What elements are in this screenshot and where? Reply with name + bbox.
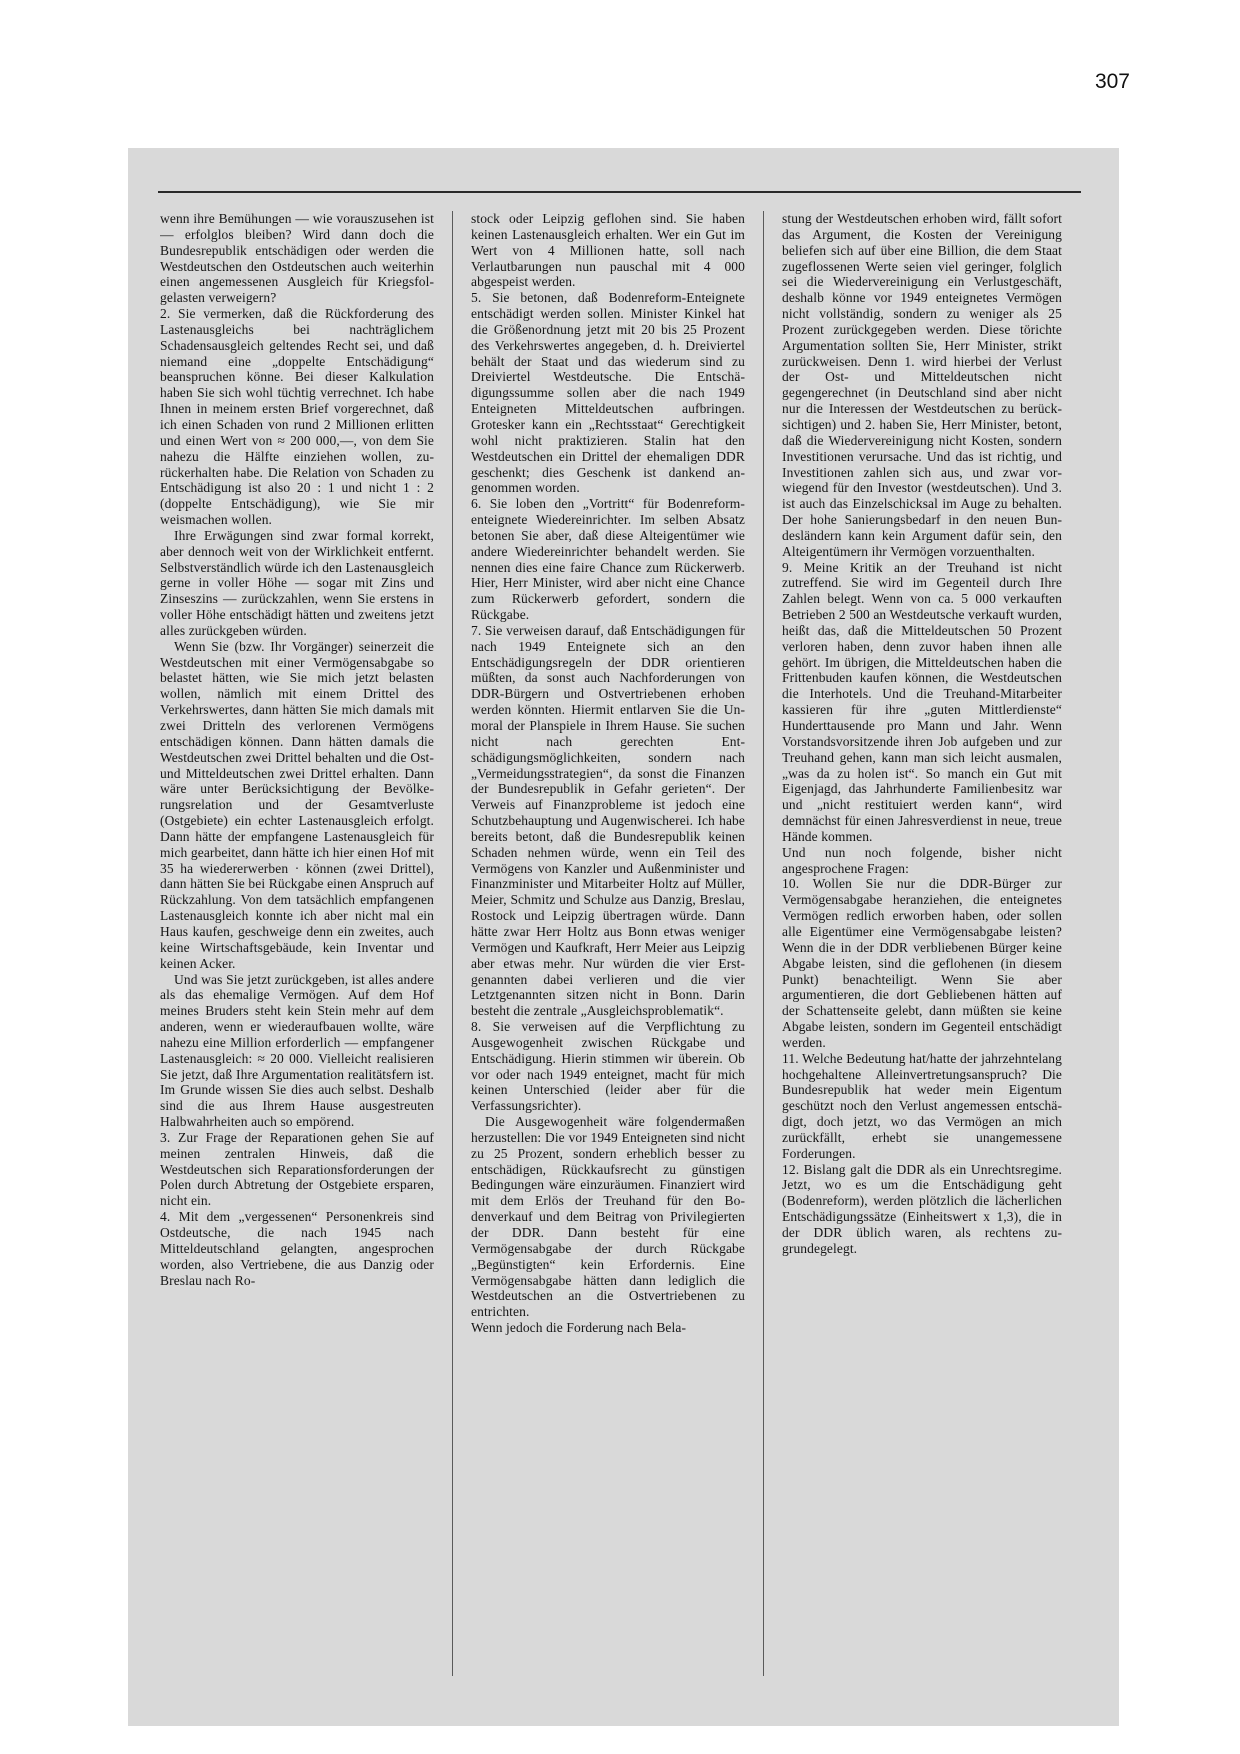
paragraph: Die Ausgewogenheit wäre folgendermaßen herzustellen: Die vor 1949 Enteigneten sind nicht zu 25 Prozent, sondern erheblich besser zu entschädigen, Rückkaufsrecht zu günstigen Bedingungen wäre einzuräumen. Finanziert wird mit dem Erlös der Treuhand für den Bodenverkauf und dem Beitrag von Privilegierten der DDR. Dann besteht für eine Vermögensabgabe der durch Rückgabe „Begünstigten“ kein Erfordernis. Eine Vermögensabgabe hätten dann lediglich die Westdeutschen an die Ostvertriebenen zu entrichten. (471, 1114, 745, 1320)
paragraph: 2. Sie vermerken, daß die Rückforderung des Lastenausgleichs bei nachträglichem Schadensausgleich geltendes Recht sei, und daß niemand eine „doppelte Entschädigung“ beanspruchen könne. Bei dieser Kalkulation haben Sie sich wohl tüchtig verrechnet. Ich habe Ihnen in meinem ersten Brief vorgerechnet, daß ich einen Schaden von rund 2 Millionen erlitten und einen Wert von ≈ 200 000,—, von dem Sie nahezu die Hälfte einziehen wollen, zurückerhalten habe. Die Relation von Schaden zu Entschädigung ist also 20 : 1 und nicht 1 : 2 (doppelte Entschädigung), wie Sie mir weismachen wollen. (160, 306, 434, 528)
paragraph: 5. Sie betonen, daß Bodenreform-Enteignete entschädigt werden sollen. Minister Kinkel hat die Größenordnung jetzt mit 20 bis 25 Prozent des Verkehrswertes angegeben, d. h. Dreiviertel behält der Staat und das wiederum sind zu Dreiviertel Westdeutsche. Die Entschädigungssumme sollen aber die nach 1949 Enteigneten Mitteldeutschen aufbringen. Grotesker kann ein „Rechtsstaat“ Gerechtigkeit wohl nicht praktizieren. Stalin hat den Westdeutschen ein Drittel der ehemaligen DDR geschenkt; dies Geschenk ist dankend angenommen worden. (471, 290, 745, 496)
paragraph: 6. Sie loben den „Vortritt“ für Bodenreform-enteignete Wiedereinrichter. Im selben Absatz betonen Sie aber, daß diese Alteigentümer wie andere Wiedereinrichter behandelt werden. Sie nennen dies eine faire Chance zum Rückerwerb. Hier, Herr Minister, wird aber nicht eine Chance zum Rückerwerb gefordert, sondern die Rückgabe. (471, 496, 745, 623)
text-column-2 (471, 211, 745, 1646)
paragraph: Wenn jedoch die Forderung nach Bela- (471, 1320, 687, 1336)
paragraph: wenn ihre Bemühungen — wie vorauszusehen ist — erfolglos bleiben? Wird dann doch die Bundesrepublik entschädigen oder werden die Westdeutschen den Ostdeutschen auch weiterhin einen angemessenen Ausgleich für Kriegsfolgelasten verweigern? (160, 211, 434, 306)
text-column-1 (160, 211, 434, 1646)
column-divider (763, 211, 764, 1676)
paragraph: 3. Zur Frage der Reparationen gehen Sie auf meinen zentralen Hinweis, daß die Westdeutschen sich Reparationsforderungen der Polen durch Abtretung der Ostgebiete ersparen, nicht ein. (160, 1129, 434, 1209)
paragraph: Und was Sie jetzt zurückgeben, ist alles andere als das ehemalige Vermögen. Auf dem Hof meines Bruders steht kein Stein mehr auf dem anderen, wenn er wiederaufbauen wollte, wäre nahezu eine Million erforderlich — empfangener Lastenausgleich: ≈ 20 000. Vielleicht realisieren Sie jetzt, daß Ihre Argumentation realitätsfern ist. Im Grunde wissen Sie dies auch selbst. Deshalb sind die aus Ihrem Hause ausgestreuten Halbwahrheiten auch so empörend. (160, 971, 434, 1130)
paragraph: stung der Westdeutschen erhoben wird, fällt sofort das Argument, die Kosten der Vereinigung beliefen sich auf über eine Billion, die dem Staat zugeflossenen Werte seien viel geringer, folglich sei die Wiedervereinigung ein Verlustgeschäft, deshalb könne vor 1949 enteignetes Vermögen nicht vollständig, sondern zu weniger als 25 Prozent zurückgegeben werden. Diese törichte Argumentation sollten Sie, Herr Minister, strikt zurückweisen. Denn 1. wird hierbei der Verlust der Ost- und Mitteldeutschen nicht gegengerechnet (in Deutschland sind aber nicht nur die Interessen der Westdeutschen zu berücksichtigen) und 2. haben Sie, Herr Minister, betont, daß die Wiedervereinigung nicht Kosten, sondern Investitionen verursache. Und das ist richtig, und Investitionen zahlen sich aus, und zwar vorwiegend für den Investor (westdeutschen). Und 3. ist auch das Einzelschicksal im Auge zu behalten. Der hohe Sanierungsbedarf in den neuen Bundesländern kann kein Argument dafür sein, den Alteigentümern ihr Vermögen vorzuenthalten. (782, 211, 1062, 559)
scanned-article (128, 148, 1119, 1726)
paragraph: Und nun noch folgende, bisher nicht angesprochene Fragen: (782, 844, 1062, 876)
paragraph: 10. Wollen Sie nur die DDR-Bürger zur Vermögensabgabe heranziehen, die enteignetes Vermögen redlich erworben haben, oder sollen alle Eigentümer eine Vermögensabgabe leisten? Wenn die in der DDR verbliebenen Bürger keine Abgabe leisten, sind die geflohenen (in diesem Punkt) benachteiligt. Wenn Sie aber argumentieren, die dort Gebliebenen hätten auf der Schattenseite gelebt, dann müßten sie keine Abgabe leisten, sondern im Gegenteil entschädigt werden. (782, 876, 1062, 1050)
column-divider (452, 211, 453, 1676)
paragraph: 12. Bislang galt die DDR als ein Unrechtsregime. Jetzt, wo es um die Entschädigung geht (Bodenreform), werden plötzlich die lächerlichen Entschädigungssätze (Einheitswert x 1,3), die in der DDR üblich waren, als rechtens zugrundegelegt. (782, 1161, 1062, 1256)
paragraph: 7. Sie verweisen darauf, daß Entschädigungen für nach 1949 Enteignete sich an den Entschädigungsregeln der DDR orientieren müßten, da sonst auch Nachforderungen von DDR-Bürgern und Ostvertriebenen erhoben werden könnten. Hiermit entlarven Sie die Unmoral der Planspiele in Ihrem Hause. Sie suchen nicht nach gerechten Entschädigungsmöglichkeiten, sondern nach „Vermeidungsstrategien“, da sonst die Finanzen der Bundesrepublik in Gefahr gerieten“. Der Verweis auf Finanzprobleme ist jedoch eine Schutzbehauptung und Augenwischerei. Ich habe bereits betont, daß die Bundesrepublik keinen Schaden nehmen würde, wenn ein Teil des Vermögens von Kanzler und Außenminister und Finanzminister und Mitarbeiter Holtz auf Müller, Meier, Schmitz und Schulze aus Danzig, Breslau, Rostock und Leipzig übertragen würde. Dann hätte zwar Herr Holtz aus Bonn etwas weniger Vermögen und Kaufkraft, Herr Meier aus Leipzig aber etwas mehr. Nur würden die vier Erstgenannten dabei verlieren und die vier Letztgenannten sitzen nicht in Bonn. Darin besteht die zentrale „Ausgleichsproblematik“. (471, 622, 745, 1019)
paragraph: Wenn Sie (bzw. Ihr Vorgänger) seinerzeit die Westdeutschen mit einer Vermögensabgabe so belastet hätten, wie Sie mich jetzt belasten wollen, nämlich mit einem Drittel des Verkehrswertes, dann hätten Sie mich damals mit zwei Dritteln des verlorenen Vermögens entschädigen können. Dann hätten damals die Westdeutschen zwei Drittel behalten und die Ost- und Mitteldeutschen zwei Drittel erhalten. Dann wäre unter Berücksichtigung der Bevölkerungsrelation und der Gesamtverluste (Ostgebiete) ein echter Lastenausgleich erfolgt. Dann hätte der empfangene Lastenausgleich für mich gearbeitet, dann hätte ich hier einen Hof mit 35 ha wiedererwerben · können (zwei Drittel), dann hätten Sie bei Rückgabe einen Anspruch auf Rückzahlung. Von dem tatsächlich empfangenen Lastenausgleich konnte ich aber nicht mal ein Haus kaufen, geschweige denn ein zweites, auch keine Wirtschaftsgebäude, kein Inventar und keinen Acker. (160, 638, 434, 971)
page-number: 307 (1094, 70, 1130, 93)
paragraph: 9. Meine Kritik an der Treuhand ist nicht zutreffend. Sie wird im Gegenteil durch Ihre Zahlen belegt. Wenn von ca. 5 000 verkauften Betrieben 2 500 an Westdeutsche verkauft wurden, heißt das, daß die Mitteldeutschen 50 Prozent verloren haben, denn zuvor haben ihnen alle gehört. Im übrigen, die Mitteldeutschen haben die Frittenbuden kaufen können, die Westdeutschen die Interhotels. Und die Treuhand-Mitarbeiter kassieren für ihre „guten Mittlerdienste“ Hunderttausende pro Mann und Jahr. Wenn Vorstandsvorsitzende ihren Job aufgeben und zur Treuhand gehen, kann man sich leicht ausmalen, „was da zu holen ist“. So manch ein Gut mit Eigenjagd, das Jahrhunderte Familienbesitz war und „nicht restituiert werden kann“, wird demnächst für einen Jahresverdienst in neue, treue Hände kommen. (782, 559, 1062, 844)
paragraph: 8. Sie verweisen auf die Verpflichtung zu Ausgewogenheit zwischen Rückgabe und Entschädigung. Hierin stimmen wir überein. Ob vor oder nach 1949 enteignet, macht für mich keinen Unterschied (leider aber für die Verfassungsrichter). (471, 1019, 745, 1114)
text-column-3 (782, 211, 1062, 1646)
top-rule (158, 191, 1081, 193)
paragraph: stock oder Leipzig geflohen sind. Sie haben keinen Lastenausgleich erhalten. Wer ein Gut im Wert von 4 Millionen hatte, soll nach Verlautbarungen nun pauschal mit 4 000 abgespeist werden. (471, 211, 745, 290)
paragraph: Ihre Erwägungen sind zwar formal korrekt, aber dennoch weit von der Wirklichkeit entfernt. Selbstverständlich würde ich den Lastenausgleich gerne in voller Höhe — sogar mit Zins und Zinseszins — zurückzahlen, wenn Sie erstens in voller Höhe entschädigt hätten und zweitens jetzt alles zurückgeben würden. (160, 527, 434, 638)
paragraph: 4. Mit dem „vergessenen“ Personenkreis sind Ostdeutsche, die nach 1945 nach Mitteldeutschland gelangten, angesprochen worden, also Vertriebene, die aus Danzig oder Breslau nach Ro- (160, 1209, 434, 1288)
paragraph: 11. Welche Bedeutung hat/hatte der jahrzehntelang hochgehaltene Alleinvertretungsanspruch? Die Bundesrepublik hat weder mein Eigentum geschützt noch den Verlust angemessen entschädigt, doch jetzt, wo das Vermögen an mich zurückfällt, erhebt sie unangemessene Forderungen. (782, 1050, 1062, 1161)
